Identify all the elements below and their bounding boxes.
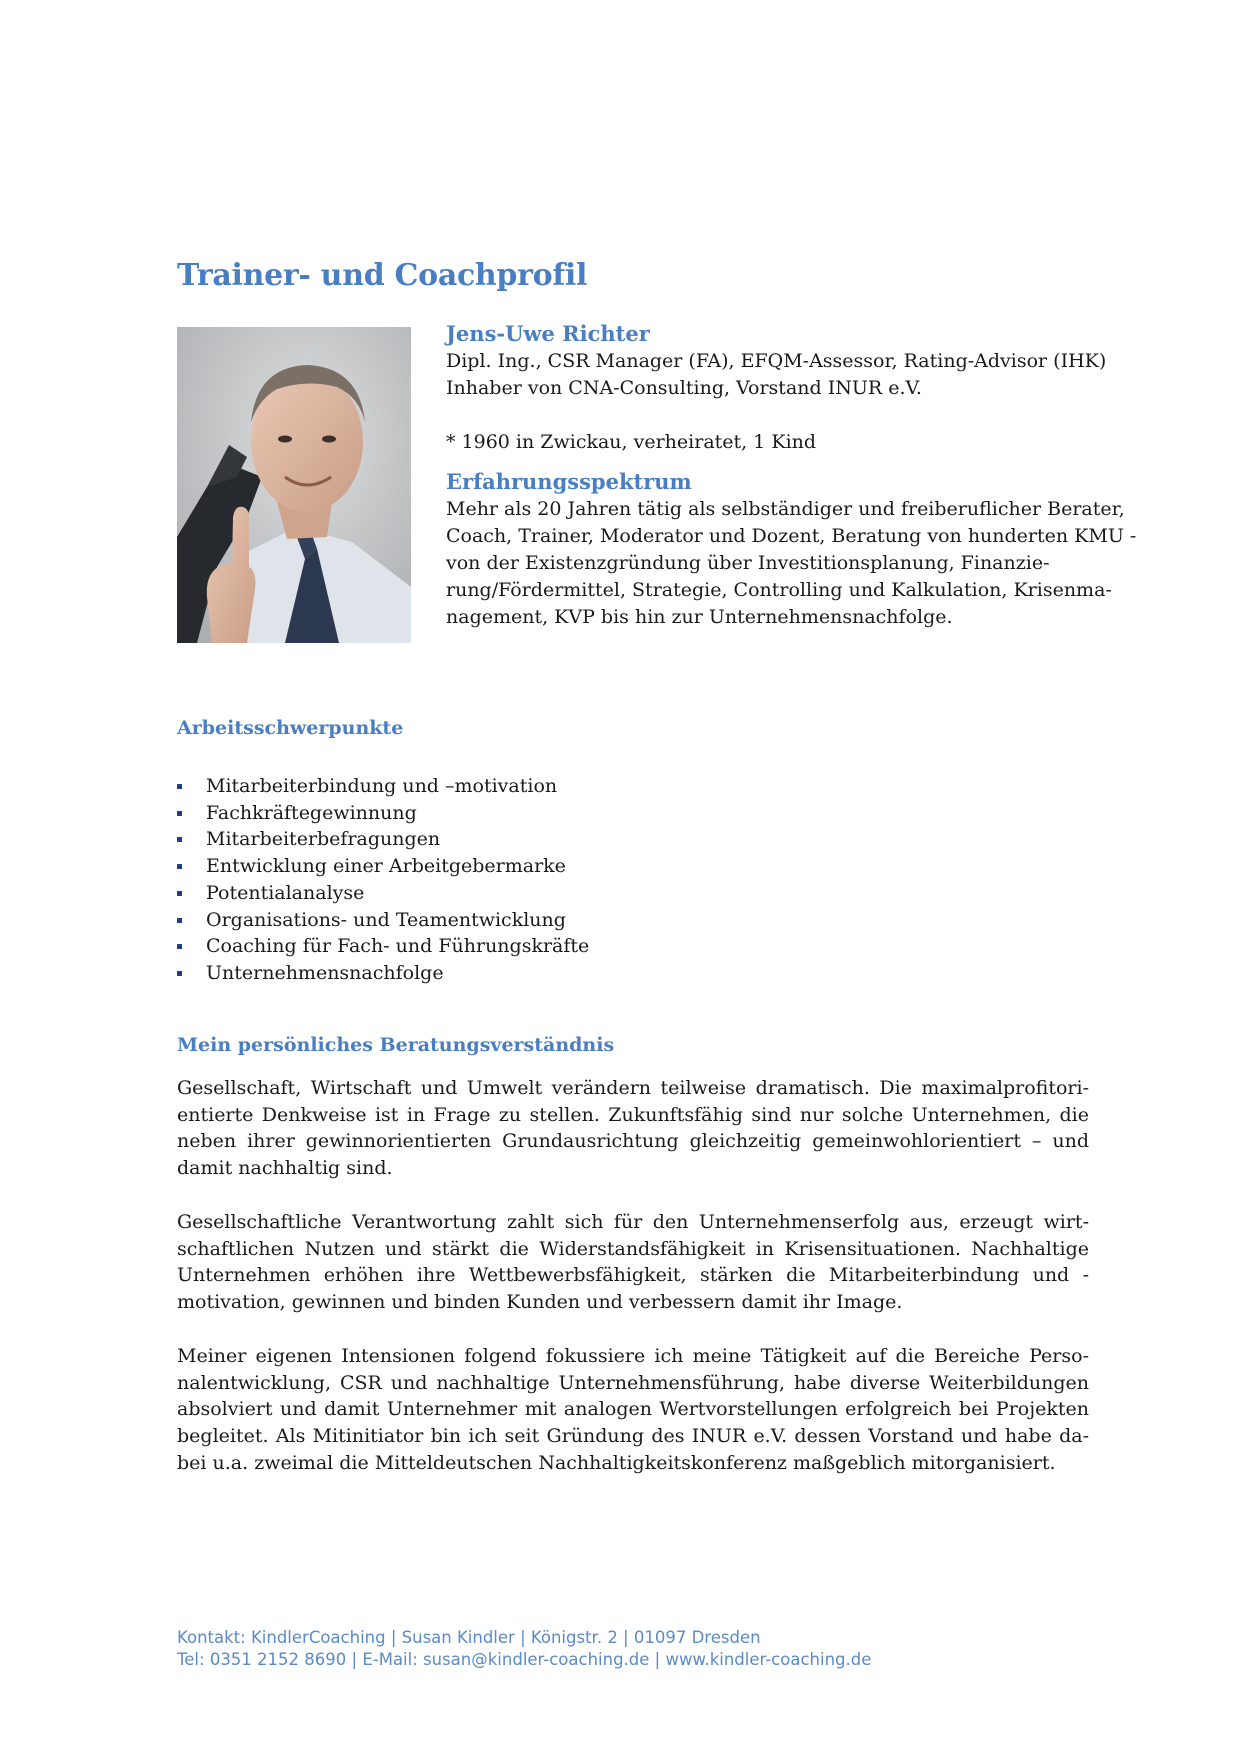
- qualifications: Dipl. Ing., CSR Manager (FA), EFQM-Assessor, Rating-Advisor (IHK): [446, 350, 1107, 372]
- list-item: [177, 853, 589, 880]
- portrait-photo: [177, 327, 411, 643]
- list-item: [177, 933, 589, 960]
- footer-line: Kontakt: KindlerCoaching | Susan Kindler | Königstr. 2 | 01097 Dresden: [177, 1628, 761, 1647]
- footer-line: Tel: 0351 2152 8690 | E-Mail: susan@kindler-coaching.de | www.kindler-coaching.de: [177, 1650, 872, 1669]
- list-item: [177, 880, 589, 907]
- experience-line: Mehr als 20 Jahren tätig als selbständiger und freiberuflicher Berater,: [446, 498, 1125, 520]
- approach-paragraph: Meiner eigenen Intensionen folgend fokussiere ich meine Tätigkeit auf die Bereiche Personalentwicklung, CSR und nachhaltige Unternehmensführung, habe diverse Weiterbildungen absolviert und damit Unternehmer mit analogen Wertvorstellungen erfolgreich bei Projekten begleitet. Als Mitinitiator bin ich seit Gründung des INUR e.V. dessen Vorstand und habe dabei u.a. zweimal die Mitteldeutschen Nachhaltigkeitskonferenz maßgeblich mitorganisiert.: [177, 1345, 1089, 1474]
- bullet-icon: [177, 864, 182, 869]
- bullet-icon: [177, 918, 182, 923]
- roles: Inhaber von CNA-Consulting, Vorstand INUR e.V.: [446, 377, 922, 399]
- experience-heading: Erfahrungsspektrum: [446, 469, 692, 494]
- profile-block: [446, 320, 1146, 631]
- list-item-label: Potentialanalyse: [206, 881, 365, 904]
- list-item-label: Coaching für Fach- und Führungskräfte: [206, 935, 590, 958]
- list-item: [177, 800, 589, 827]
- bullet-icon: [177, 971, 182, 976]
- page-title: Trainer- und Coachprofil: [177, 258, 588, 293]
- approach-paragraph: Gesellschaft, Wirtschaft und Umwelt verändern teilweise dramatisch. Die maximalprofitorientierte Denkweise ist in Frage zu stellen. Zukunftsfähig sind nur solche Unternehmen, die neben ihrer gewinnorientierten Grundausrichtung gleichzeitig gemeinwohlorientiert – und damit nachhaltig sind.: [177, 1077, 1089, 1180]
- experience-line: rung/Fördermittel, Strategie, Controlling und Kalkulation, Krisenma-: [446, 579, 1112, 601]
- list-item: [177, 826, 589, 853]
- list-item-label: Organisations- und Teamentwicklung: [206, 908, 566, 931]
- bullet-icon: [177, 837, 182, 842]
- approach-heading: Mein persönliches Beratungsverständnis: [177, 1034, 615, 1056]
- experience-line: von der Existenzgründung über Investitionsplanung, Finanzie-: [446, 552, 1050, 574]
- list-item-label: Mitarbeiterbefragungen: [206, 828, 441, 851]
- focus-list: [177, 773, 589, 987]
- experience-line: nagement, KVP bis hin zur Unternehmensnachfolge.: [446, 606, 953, 628]
- list-item: [177, 907, 589, 934]
- birth-info: * 1960 in Zwickau, verheiratet, 1 Kind: [446, 431, 817, 453]
- list-item: [177, 960, 589, 987]
- footer-contact: [177, 1627, 871, 1671]
- experience-line: Coach, Trainer, Moderator und Dozent, Beratung von hunderten KMU -: [446, 525, 1137, 547]
- focus-heading: Arbeitsschwerpunkte: [177, 717, 404, 739]
- bullet-icon: [177, 944, 182, 949]
- bullet-icon: [177, 891, 182, 896]
- bullet-icon: [177, 784, 182, 789]
- list-item-label: Unternehmensnachfolge: [206, 961, 444, 984]
- bullet-icon: [177, 811, 182, 816]
- approach-paragraph: Gesellschaftliche Verantwortung zahlt sich für den Unternehmenserfolg aus, erzeugt wirtschaftlichen Nutzen und stärkt die Widerstandsfähigkeit in Krisensituationen. Nachhaltige Unternehmen erhöhen ihre Wettbewerbsfähigkeit, stärken die Mitarbeiterbindung und -motivation, gewinnen und binden Kunden und verbessern damit ihr Image.: [177, 1211, 1089, 1314]
- list-item-label: Fachkräftegewinnung: [206, 801, 417, 824]
- list-item-label: Entwicklung einer Arbeitgebermarke: [206, 855, 566, 878]
- list-item: [177, 773, 589, 800]
- person-name: Jens-Uwe Richter: [446, 321, 650, 346]
- list-item-label: Mitarbeiterbindung und –motivation: [206, 775, 558, 797]
